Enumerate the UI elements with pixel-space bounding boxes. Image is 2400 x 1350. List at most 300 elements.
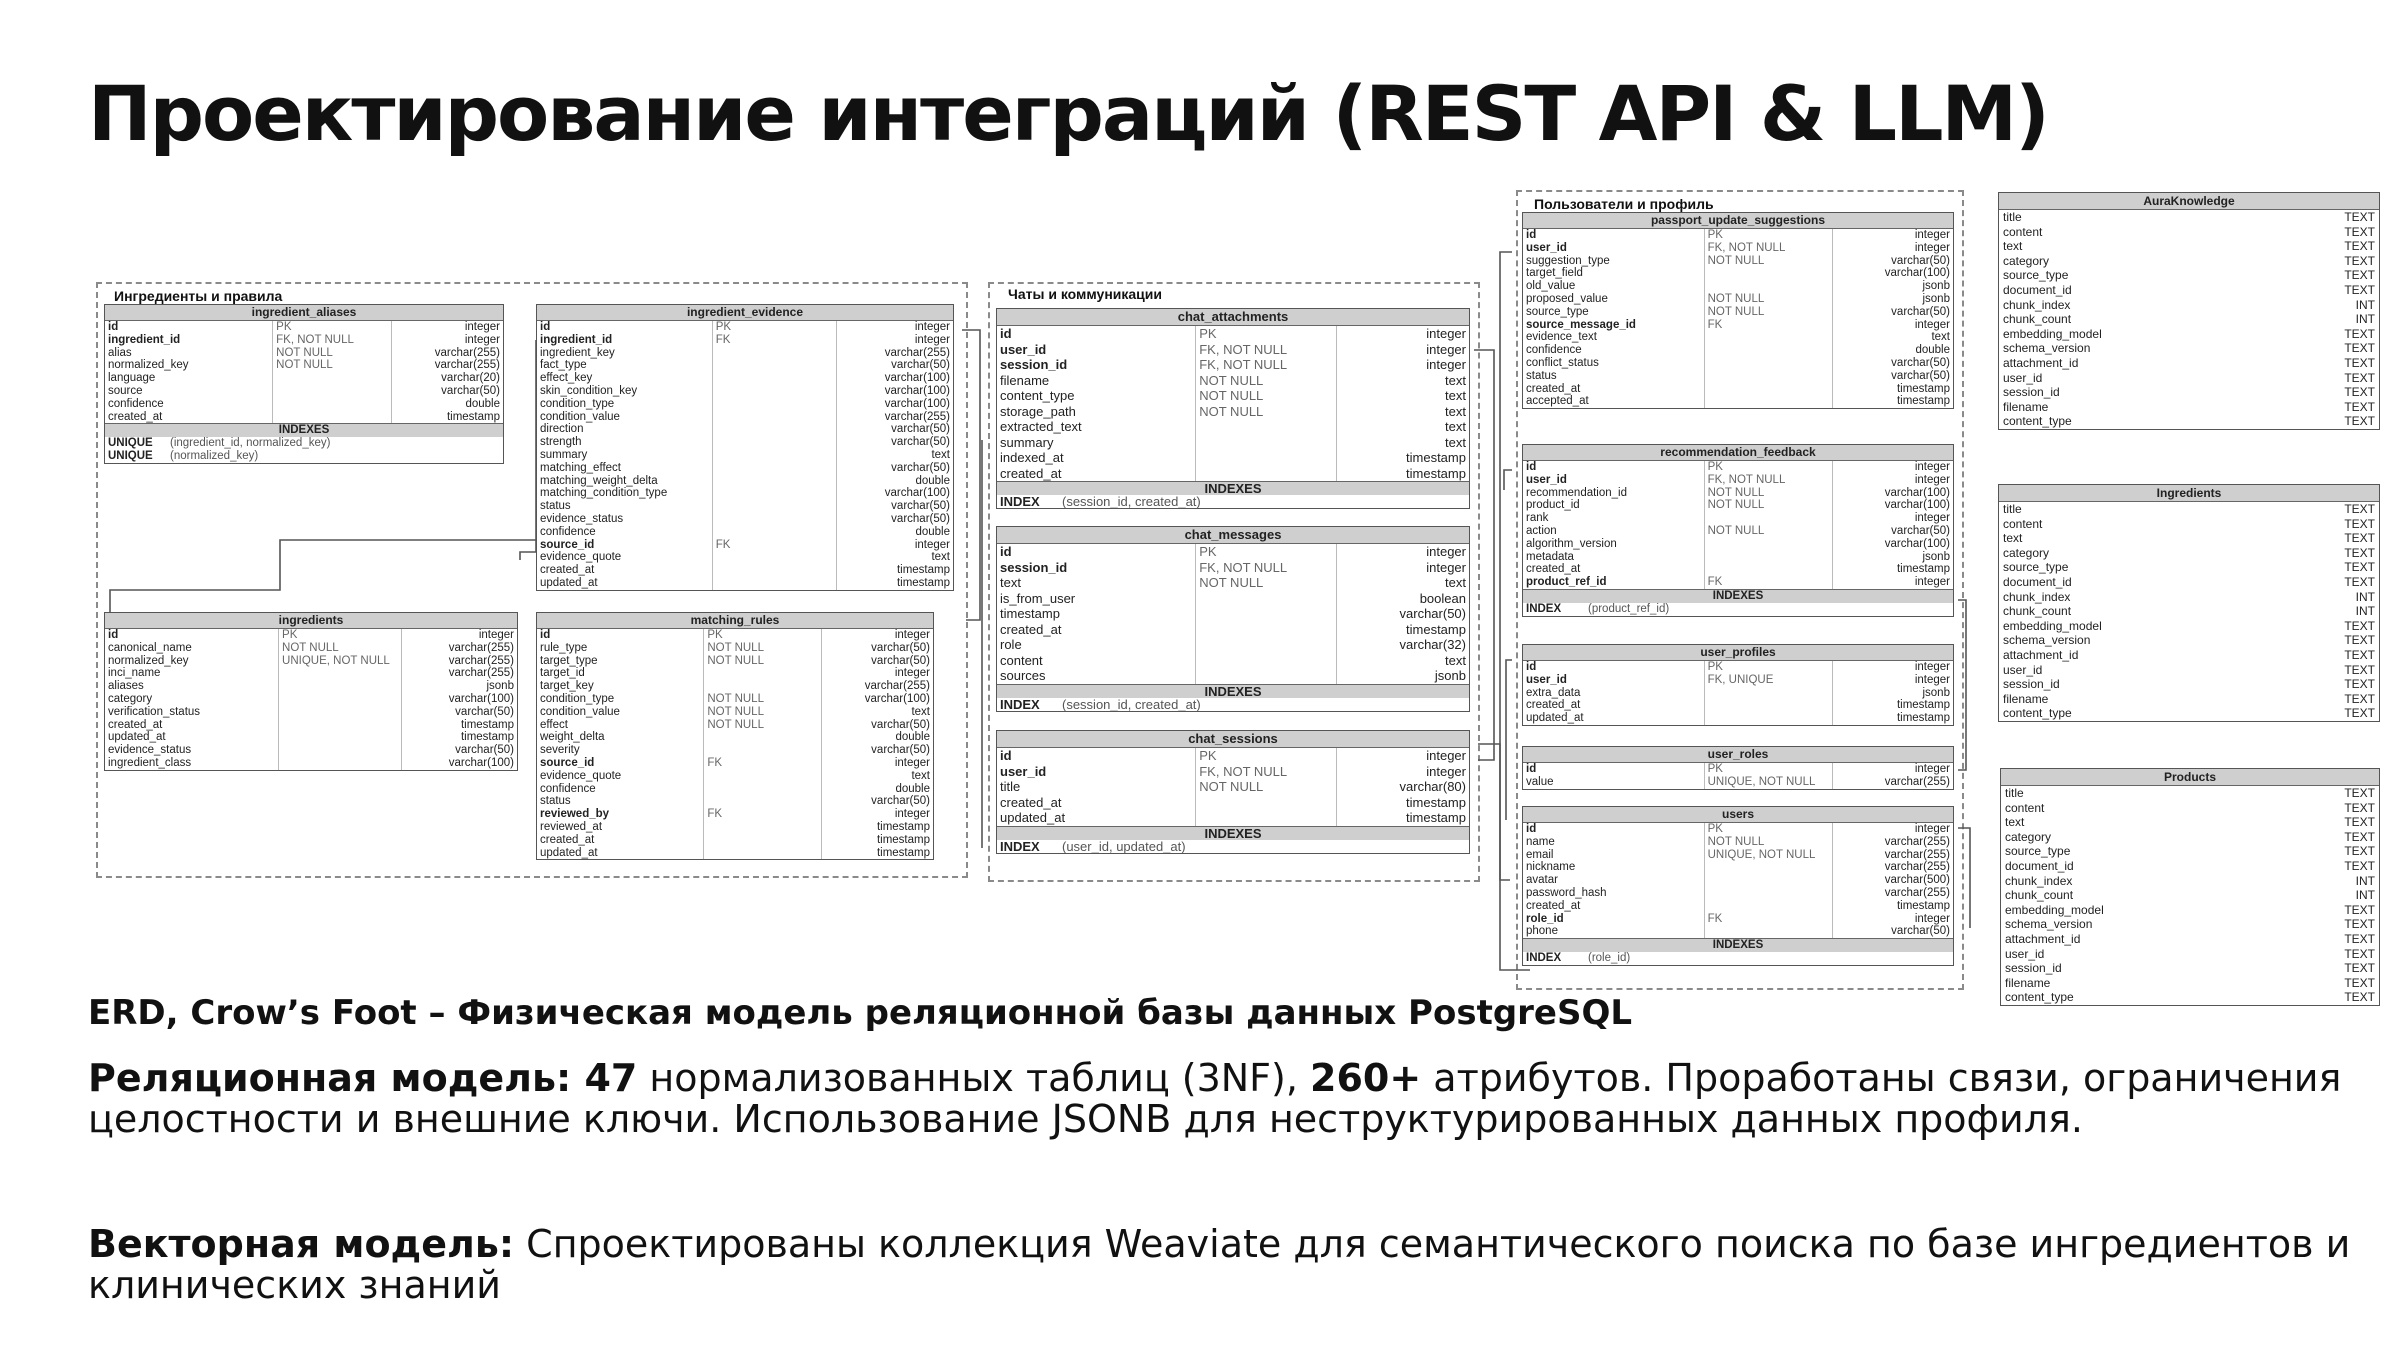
column-name: metadata [1526, 550, 1574, 563]
table-row [1523, 925, 1953, 938]
column-constraint [1704, 267, 1833, 280]
table-row [105, 706, 517, 719]
property-type: INT [2355, 297, 2375, 312]
column-type: boolean [1419, 590, 1466, 606]
table-row [537, 359, 953, 372]
column-constraint: PK [1704, 661, 1833, 674]
table-row [105, 680, 517, 693]
column-type: integer [1914, 241, 1950, 254]
column-type: jsonb [1922, 292, 1950, 305]
column-constraint: NOT NULL [1195, 575, 1337, 591]
property-type: TEXT [2344, 355, 2375, 370]
table-user-roles [1522, 746, 1954, 790]
column-constraint: FK, NOT NULL [1195, 764, 1337, 780]
column-constraint: FK, NOT NULL [1195, 357, 1337, 373]
column-name: target_id [540, 667, 585, 680]
column-type: varchar(50) [1891, 369, 1950, 382]
property-name: category [2005, 829, 2052, 844]
index-row [997, 698, 1469, 711]
table-row [1523, 712, 1953, 725]
column-constraint: PK [712, 321, 837, 334]
property-type: TEXT [2344, 224, 2375, 239]
table-row [1523, 576, 1953, 589]
column-constraint: PK [703, 629, 822, 642]
column-constraint [712, 385, 837, 398]
column-constraint: NOT NULL [703, 719, 822, 732]
column-constraint: NOT NULL [1704, 255, 1833, 268]
column-name: language [108, 372, 156, 385]
property-type: TEXT [2344, 326, 2375, 341]
column-constraint: NOT NULL [1195, 779, 1337, 795]
property-type: TEXT [2344, 691, 2375, 706]
property-type: TEXT [2344, 560, 2375, 575]
column-constraint [1704, 563, 1833, 576]
table-row [1523, 836, 1953, 849]
column-name: confidence [540, 782, 596, 795]
property-type: TEXT [2344, 829, 2375, 844]
table-row [997, 466, 1469, 482]
table-row [1523, 461, 1953, 474]
column-constraint: NOT NULL [272, 359, 391, 372]
collection-property [1999, 546, 2379, 561]
table-row [1523, 344, 1953, 357]
table-header: user_profiles [1523, 645, 1953, 661]
table-row [537, 385, 953, 398]
property-type: TEXT [2344, 946, 2375, 961]
column-type: double [895, 731, 930, 744]
table-header: chat_sessions [997, 731, 1469, 748]
property-type: TEXT [2344, 931, 2375, 946]
property-type: TEXT [2344, 370, 2375, 385]
table-header: recommendation_feedback [1523, 445, 1953, 461]
column-type: timestamp [446, 410, 500, 423]
column-constraint [1704, 925, 1833, 938]
table-row [537, 808, 933, 821]
column-constraint [1704, 538, 1833, 551]
column-constraint [1195, 668, 1337, 684]
property-type: TEXT [2344, 399, 2375, 414]
table-ingredient-aliases [104, 304, 504, 464]
column-constraint [272, 411, 391, 424]
table-row [537, 642, 933, 655]
column-type: jsonb [1922, 280, 1950, 293]
column-type: varchar(255) [884, 346, 950, 359]
column-name: matching_weight_delta [540, 474, 658, 487]
column-name: source_type [1526, 305, 1589, 318]
column-type: integer [1426, 559, 1466, 575]
column-type: varchar(255) [864, 680, 930, 693]
index-type: UNIQUE [108, 437, 153, 450]
column-constraint [712, 347, 837, 360]
column-name: content [1000, 652, 1043, 668]
column-name: accepted_at [1526, 395, 1589, 408]
column-constraint [1195, 795, 1337, 811]
column-name: aliases [108, 680, 144, 693]
column-name: target_type [540, 654, 598, 667]
column-constraint [1704, 395, 1833, 408]
collection-property [2001, 932, 2379, 947]
column-name: confidence [540, 525, 596, 538]
table-row [537, 564, 953, 577]
column-type: varchar(255) [884, 410, 950, 423]
property-name: embedding_model [2005, 902, 2104, 917]
column-type: varchar(50) [455, 744, 514, 757]
column-type: integer [1426, 748, 1466, 763]
column-type: timestamp [1406, 450, 1466, 465]
property-name: attachment_id [2003, 647, 2079, 662]
column-type: varchar(50) [891, 461, 950, 474]
column-constraint: PK [1195, 544, 1337, 560]
column-name: status [1526, 369, 1557, 382]
collection-property [1999, 385, 2379, 400]
column-name: updated_at [540, 846, 598, 859]
column-type: timestamp [1896, 899, 1950, 912]
column-constraint [1195, 591, 1337, 607]
column-type: varchar(50) [871, 718, 930, 731]
column-constraint: UNIQUE, NOT NULL [278, 655, 402, 668]
column-type: text [931, 551, 950, 564]
column-name: status [540, 500, 571, 513]
collection-property [2001, 801, 2379, 816]
column-constraint [703, 680, 822, 693]
table-row [1523, 267, 1953, 280]
column-name: old_value [1526, 280, 1576, 293]
column-name: id [1526, 661, 1537, 673]
column-type: varchar(100) [1884, 267, 1950, 280]
column-constraint: NOT NULL [1195, 404, 1337, 420]
column-constraint [278, 731, 402, 744]
table-row [1523, 861, 1953, 874]
column-type: integer [1914, 473, 1950, 486]
column-name: role [1000, 637, 1022, 652]
table-row [1523, 849, 1953, 862]
column-name: direction [540, 423, 584, 436]
column-name: created_at [1526, 382, 1581, 395]
table-row [997, 575, 1469, 591]
table-row [537, 757, 933, 770]
column-name: proposed_value [1526, 292, 1608, 305]
property-type: INT [2355, 888, 2375, 903]
column-name: nickname [1526, 861, 1576, 874]
column-constraint: FK [1704, 913, 1833, 926]
column-type: text [1445, 434, 1466, 450]
property-type: TEXT [2344, 800, 2375, 815]
collection-property [1999, 619, 2379, 634]
column-name: updated_at [108, 731, 166, 744]
column-constraint [712, 398, 837, 411]
column-type: integer [1426, 341, 1466, 357]
column-constraint: PK [278, 629, 402, 642]
column-name: id [108, 629, 119, 641]
column-type: varchar(100) [884, 397, 950, 410]
table-row [997, 404, 1469, 420]
property-name: attachment_id [2003, 355, 2079, 370]
column-type: varchar(50) [871, 641, 930, 654]
collection-property [2001, 917, 2379, 932]
column-type: integer [1426, 357, 1466, 372]
column-type: double [1915, 344, 1950, 357]
column-name: created_at [1000, 465, 1062, 481]
column-name: id [1526, 763, 1537, 775]
column-type: varchar(20) [441, 372, 500, 385]
property-name: content [2005, 800, 2045, 815]
column-name: id [1000, 544, 1012, 559]
property-name: chunk_index [2003, 297, 2071, 312]
collection-property [2001, 976, 2379, 991]
column-constraint: FK [712, 334, 837, 347]
property-type: TEXT [2344, 502, 2375, 516]
column-type: varchar(100) [884, 487, 950, 500]
column-constraint [1704, 344, 1833, 357]
column-type: integer [1914, 576, 1950, 589]
column-constraint [278, 744, 402, 757]
property-type: TEXT [2344, 385, 2375, 400]
table-row [997, 795, 1469, 811]
column-constraint [272, 372, 391, 385]
collection-property [1999, 517, 2379, 532]
table-row [997, 419, 1469, 435]
column-name: indexed_at [1000, 450, 1064, 465]
column-name: role_id [1526, 912, 1564, 925]
column-type: text [911, 769, 930, 782]
relational-model-paragraph [88, 1058, 2368, 1140]
column-type: text [1445, 388, 1466, 403]
column-type: jsonb [1922, 686, 1950, 699]
column-name: phone [1526, 925, 1558, 938]
column-constraint [703, 821, 822, 834]
table-row [1523, 563, 1953, 576]
index-type: UNIQUE [108, 450, 153, 463]
column-constraint: FK, NOT NULL [272, 334, 391, 347]
column-type: varchar(50) [891, 500, 950, 513]
column-type: double [465, 397, 500, 410]
property-name: content [2003, 224, 2043, 239]
table-row [537, 347, 953, 360]
table-row [1523, 687, 1953, 700]
table-row [1523, 763, 1953, 776]
table-row [1523, 699, 1953, 712]
property-name: user_id [2003, 662, 2043, 677]
property-name: text [2003, 239, 2023, 254]
property-type: INT [2355, 604, 2375, 619]
property-name: embedding_model [2003, 618, 2102, 633]
column-name: condition_value [540, 705, 620, 718]
table-row [1523, 551, 1953, 564]
column-constraint [712, 487, 837, 500]
group-label-chats: Чаты и коммуникации [1008, 286, 1162, 302]
group-label-ingredients: Ингредиенты и правила [114, 288, 283, 304]
column-constraint [712, 462, 837, 475]
index-type: INDEX [1000, 696, 1040, 712]
column-name: timestamp [1000, 606, 1060, 621]
table-row [1523, 331, 1953, 344]
column-type: varchar(255) [448, 667, 514, 680]
column-name: is_from_user [1000, 590, 1076, 606]
table-header: matching_rules [537, 613, 933, 629]
column-constraint: FK, NOT NULL [1704, 474, 1833, 487]
column-type: jsonb [1434, 668, 1466, 683]
property-name: content_type [2003, 706, 2072, 721]
column-constraint [1704, 687, 1833, 700]
column-type: timestamp [460, 718, 514, 731]
table-row [537, 487, 953, 500]
table-row [997, 653, 1469, 669]
column-type: timestamp [460, 731, 514, 744]
table-row [1523, 229, 1953, 242]
table-row [537, 334, 953, 347]
property-name: session_id [2003, 677, 2060, 692]
column-constraint: FK [703, 808, 822, 821]
collection-property [2001, 888, 2379, 903]
property-name: filename [2003, 399, 2049, 414]
column-type: integer [1914, 318, 1950, 331]
index-row [1523, 952, 1953, 965]
column-constraint: NOT NULL [1195, 388, 1337, 404]
property-type: TEXT [2344, 341, 2375, 356]
collection-property [1999, 239, 2379, 254]
property-name: chunk_count [2003, 604, 2072, 619]
column-name: title [1000, 779, 1021, 794]
collection-property [2001, 903, 2379, 918]
collection-property [1999, 268, 2379, 283]
column-name: source [108, 384, 143, 397]
column-constraint: FK, NOT NULL [1195, 560, 1337, 576]
table-row [537, 680, 933, 693]
column-name: conflict_status [1526, 356, 1599, 369]
column-type: varchar(100) [884, 372, 950, 385]
table-row [105, 347, 503, 360]
column-constraint [712, 475, 837, 488]
column-type: text [1445, 419, 1466, 434]
collection-property [1999, 677, 2379, 692]
column-type: varchar(100) [1884, 537, 1950, 550]
property-type: INT [2355, 312, 2375, 327]
indexes-header: INDEXES [997, 481, 1469, 495]
table-row [1523, 525, 1953, 538]
column-constraint: NOT NULL [1704, 487, 1833, 500]
property-name: title [2003, 502, 2022, 516]
indexes-header: INDEXES [105, 423, 503, 437]
relational-model-text-1: нормализованных таблиц (3NF), [637, 1056, 1311, 1100]
column-constraint [712, 577, 837, 590]
property-type: INT [2355, 589, 2375, 604]
table-header: ingredients [105, 613, 517, 629]
property-name: schema_version [2003, 633, 2091, 648]
table-row [997, 342, 1469, 358]
column-name: product_id [1526, 499, 1580, 512]
table-row [537, 744, 933, 757]
table-row [537, 821, 933, 834]
table-row [537, 411, 953, 424]
column-name: id [1526, 229, 1537, 241]
column-name: id [1000, 748, 1012, 763]
table-row [997, 388, 1469, 404]
property-type: TEXT [2344, 917, 2375, 932]
column-type: varchar(50) [871, 744, 930, 757]
column-name: user_id [1526, 473, 1567, 486]
column-type: double [915, 474, 950, 487]
column-constraint: NOT NULL [1704, 293, 1833, 306]
column-name: user_id [1000, 763, 1047, 779]
property-name: source_type [2005, 844, 2071, 859]
table-row [1523, 776, 1953, 789]
table-header: passport_update_suggestions [1523, 213, 1953, 229]
column-constraint [1195, 810, 1337, 826]
column-constraint: PK [1195, 748, 1337, 764]
indexes-header: INDEXES [1523, 589, 1953, 603]
table-row [105, 398, 503, 411]
column-name: user_id [1000, 341, 1047, 357]
column-constraint [272, 398, 391, 411]
table-row [537, 655, 933, 668]
column-type: integer [478, 629, 514, 641]
column-type: integer [1426, 544, 1466, 559]
column-type: text [1445, 372, 1466, 388]
index-type: INDEX [1000, 838, 1040, 854]
property-type: TEXT [2344, 815, 2375, 830]
column-type: timestamp [896, 564, 950, 577]
attributes-count: 260+ [1310, 1056, 1422, 1100]
column-type: varchar(50) [1891, 925, 1950, 938]
table-row [997, 326, 1469, 342]
column-type: text [1445, 575, 1466, 590]
column-type: integer [1914, 823, 1950, 835]
column-type: timestamp [1406, 465, 1466, 481]
column-name: id [1526, 461, 1537, 473]
column-type: varchar(500) [1884, 874, 1950, 887]
column-type: integer [894, 808, 930, 821]
table-row [537, 321, 953, 334]
column-constraint [1704, 900, 1833, 913]
property-type: TEXT [2344, 516, 2375, 531]
collection-property [1999, 706, 2379, 721]
index-columns: (user_id, updated_at) [1062, 838, 1186, 854]
column-constraint [1704, 331, 1833, 344]
column-constraint [1195, 606, 1337, 622]
column-type: double [895, 782, 930, 795]
column-type: timestamp [1406, 794, 1466, 810]
table-row [1523, 900, 1953, 913]
column-constraint [1195, 653, 1337, 669]
column-constraint [712, 564, 837, 577]
column-constraint [1195, 622, 1337, 638]
table-chat-attachments [996, 308, 1470, 509]
column-constraint [703, 744, 822, 757]
collection-property [1999, 327, 2379, 342]
column-name: created_at [1000, 794, 1062, 810]
property-name: category [2003, 253, 2050, 268]
column-name: updated_at [1526, 712, 1584, 725]
index-row [105, 437, 503, 450]
column-name: storage_path [1000, 403, 1076, 419]
property-name: schema_version [2003, 341, 2091, 356]
table-row [537, 577, 953, 590]
column-constraint [1195, 637, 1337, 653]
column-type: timestamp [1896, 699, 1950, 712]
collection-products [2000, 768, 2380, 1006]
table-row [537, 847, 933, 860]
column-type: varchar(255) [1884, 835, 1950, 848]
column-name: email [1526, 848, 1554, 861]
collection-property [1999, 312, 2379, 327]
table-row [537, 551, 953, 564]
column-type: varchar(50) [1891, 524, 1950, 537]
column-name: ingredient_id [540, 333, 613, 346]
property-type: TEXT [2344, 282, 2375, 297]
column-name: product_ref_id [1526, 576, 1607, 589]
table-row [105, 757, 517, 770]
column-type: integer [914, 333, 950, 346]
